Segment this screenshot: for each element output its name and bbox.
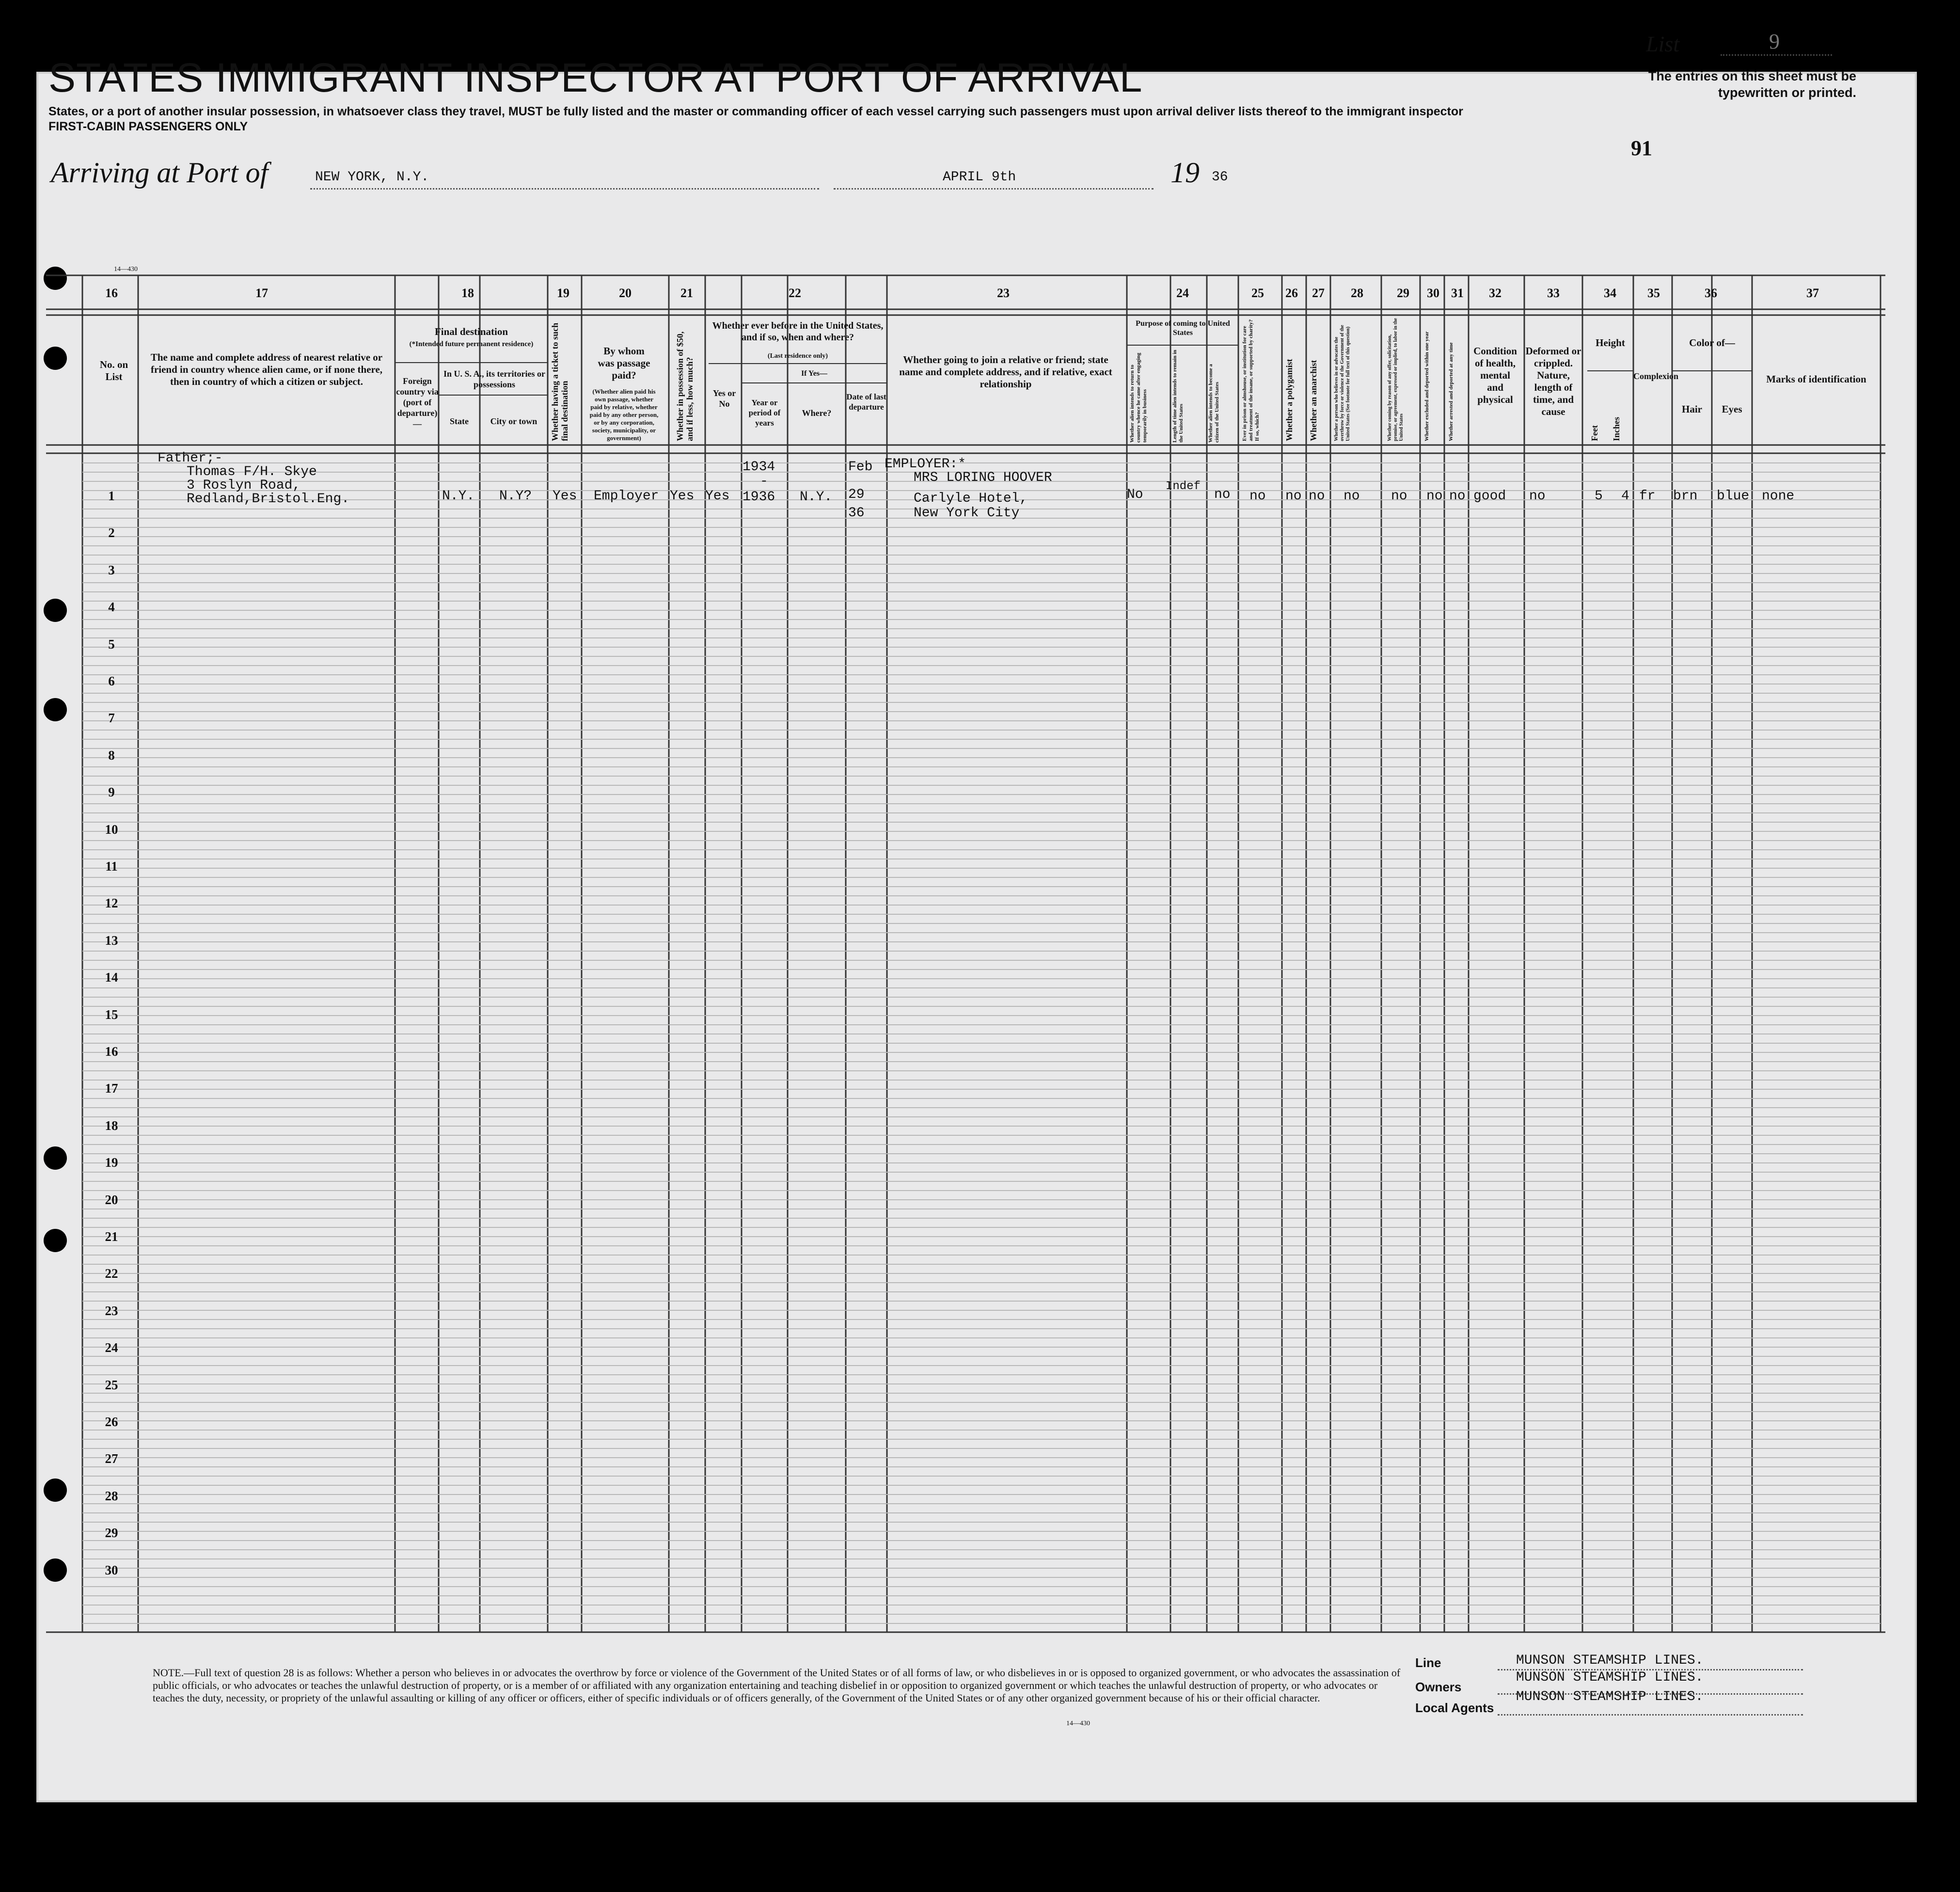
header-state: State (450, 416, 469, 426)
form-code-top: 14—430 (114, 266, 138, 273)
year-line-1: 1934 (743, 460, 775, 475)
row-number: 15 (105, 1007, 118, 1022)
header-if-yes: If Yes— (801, 369, 828, 378)
col-num-29: 29 (1397, 286, 1409, 300)
header-intends-citizen: Whether alien intends to become a citizen of the United States (1208, 364, 1220, 443)
list-label: List (1646, 32, 1680, 56)
citizen-value: no (1214, 487, 1231, 502)
row-number: 24 (105, 1340, 118, 1355)
agents-dots (1498, 1714, 1803, 1716)
relative-line-3: 3 Roslyn Road, (187, 478, 301, 493)
col-num-37: 37 (1806, 286, 1819, 300)
feet-value: 5 (1595, 489, 1603, 504)
header-foreign-country: Foreign country via (port of departure)— (396, 376, 439, 429)
hair-value: brn (1673, 489, 1698, 504)
intro-line: States, or a port of another insular possession, in whatsoever class they travel, MUST be fully listed and the master or commanding officer of each vessel carrying such passengers must upon arrival deliver lists thereof to the immigrant inspector (48, 105, 1463, 118)
inches-value: 4 (1621, 489, 1629, 504)
header-polygamist: Whether a polygamist (1284, 359, 1294, 441)
header-overthrow: Whether a person who believes in or advocates the overthrow by force or violence of the Government of the United States (See footnote for full text of this question) (1334, 325, 1351, 441)
ticket-value: Yes (553, 489, 577, 504)
header-arrested-deported: Whether arrested and deported at any time (1448, 342, 1454, 441)
relative-line-2: Thomas F/H. Skye (187, 464, 317, 479)
q30-value: no (1426, 489, 1443, 504)
length-of-stay-value: Indef (1166, 480, 1201, 493)
header-date-last-departure: Date of last departure (846, 392, 886, 412)
marks-value: none (1762, 489, 1795, 504)
col-num-36: 36 (1705, 286, 1717, 300)
header-marks: Marks of identification (1766, 373, 1866, 385)
row-number: 23 (105, 1303, 118, 1318)
header-final-destination-sub: (*Intended future permanent residence) (409, 340, 534, 348)
col-num-30: 30 (1427, 286, 1439, 300)
header-inches: Inches (1612, 416, 1621, 441)
year-suffix: 36 (1212, 170, 1228, 185)
row-number: 28 (105, 1488, 118, 1503)
col-num-28: 28 (1351, 286, 1363, 300)
col-num-34: 34 (1604, 286, 1616, 300)
return-value: No (1127, 487, 1143, 502)
row-number: 16 (105, 1044, 118, 1059)
row-number: 10 (105, 822, 118, 837)
join-line-1: EMPLOYER:* (885, 457, 966, 472)
col-num-19: 19 (557, 286, 569, 300)
intro-line-first-cabin: FIRST-CABIN PASSENGERS ONLY (48, 120, 248, 133)
page-title: STATES IMMIGRANT INSPECTOR AT PORT OF ARRIVAL (48, 55, 1143, 100)
owners-label: Owners (1415, 1680, 1462, 1694)
header-eyes: Eyes (1722, 403, 1742, 415)
header-labor-offer: Whether coming by reason of any offer, solicitation, promise, or agreement, expressed or implied, to labor in the United States (1387, 318, 1404, 441)
date-value: APRIL 9th (943, 170, 1016, 185)
row-number: 21 (105, 1229, 118, 1244)
before-yes-no: Yes (705, 489, 730, 504)
row-number: 2 (108, 525, 115, 541)
departure-line-3: 36 (848, 506, 865, 521)
row-number: 12 (105, 896, 118, 911)
port-value: NEW YORK, N.Y. (315, 170, 429, 185)
line-value: MUNSON STEAMSHIP LINES. (1516, 1653, 1704, 1668)
arriving-label: Arriving at Port of (51, 157, 269, 189)
departure-line-1: Feb (848, 460, 873, 475)
col-num-26: 26 (1285, 286, 1298, 300)
row-number: 8 (108, 747, 115, 763)
header-ticket: Whether having a ticket to such final destination (550, 322, 569, 441)
q28-value: no (1344, 489, 1360, 504)
header-excluded-deported: Whether excluded and deported within one year (1424, 331, 1430, 441)
header-in-usa: In U. S. A., its territories or possessions (443, 369, 545, 389)
header-where: Where? (802, 408, 832, 418)
relative-line-4: Redland,Bristol.Eng. (187, 492, 350, 507)
list-number: 9 (1769, 30, 1780, 53)
agents-value: MUNSON STEAMSHIP LINES. (1516, 1689, 1704, 1704)
row-number: 19 (105, 1155, 118, 1170)
header-nearest-relative: The name and complete address of nearest relative or friend in country whence alien came, or if none there, then in country of which a citizen or subject. (150, 351, 383, 387)
header-fifty-dollars: Whether in possession of $50, and if less, how much? (675, 331, 695, 441)
header-purpose: Purpose of coming to United States (1136, 319, 1230, 337)
header-health: Condition of health, mental and physical (1473, 345, 1517, 405)
header-passage-paid-sub: (Whether alien paid his own passage, whether paid by relative, whether paid by any other person, or by any corporation, society, municipality, or government) (589, 388, 659, 442)
col-num-20: 20 (619, 286, 632, 300)
col-num-32: 32 (1489, 286, 1502, 300)
col-num-25: 25 (1251, 286, 1264, 300)
dest-city: N.Y? (499, 489, 532, 504)
row-number: 3 (108, 562, 115, 577)
footnote-question-28: NOTE.—Full text of question 28 is as follows: Whether a person who believes in or advocates the overthrow by force or violence of the Government of the United States or of all forms of law, or who disbelieves in or is opposed to organized government, or who advocates the assassination of public officials, or who advocates or teaches the unlawful destruction of property, or is a member of or affiliated with any organization entertaining and teaching disbelief in or opposition to organized government or which teaches the unlawful destruction of property, or who advocates or teaches the duty, necessity, or propriety of the unlawful assaulting or killing of any officer or officers, either of specific individuals or of officers generally, of the Government of the United States or of any other organized government because of his or their official character. (153, 1667, 1401, 1704)
q31-value: no (1449, 489, 1466, 504)
header-intends-return: Whether alien intends to return to country whence he came after engaging temporarily in business (1129, 352, 1148, 443)
relative-line-1: Father;- (158, 451, 223, 466)
join-line-3: Carlyle Hotel, (914, 491, 1028, 506)
row-number: 14 (105, 970, 118, 985)
join-line-2: MRS LORING HOOVER (914, 470, 1052, 485)
header-final-destination: Final destination (434, 326, 508, 337)
row-number: 1 (108, 489, 115, 503)
col-num-21: 21 (680, 286, 693, 300)
line-label: Line (1415, 1655, 1441, 1670)
row-number: 9 (108, 785, 115, 800)
col-num-16: 16 (105, 286, 118, 300)
join-line-4: New York City (914, 506, 1020, 521)
header-prison-almshouse: Ever in prison or almshouse, or institution for care and treatment of the insane, or supported by charity? If so, which? (1242, 319, 1260, 441)
col-num-17: 17 (255, 286, 268, 300)
entries-note: The entries on this sheet must be typewritten or printed. (1648, 69, 1856, 100)
row-number: 26 (105, 1415, 118, 1429)
header-year-period: Year or period of years (748, 398, 781, 428)
departure-line-2: 29 (848, 487, 865, 502)
row-number: 22 (105, 1266, 118, 1281)
col-num-27: 27 (1312, 286, 1325, 300)
row-number: 29 (105, 1526, 118, 1541)
header-hair: Hair (1682, 403, 1702, 415)
year-line-2: - (760, 474, 768, 489)
row-number: 5 (108, 636, 115, 652)
form-code-bottom: 14—430 (1066, 1720, 1090, 1727)
header-joining-relative: Whether going to join a relative or friend; state name and complete address, and if relative, exact relationship (899, 354, 1112, 390)
col-num-31: 31 (1451, 286, 1464, 300)
col-num-35: 35 (1647, 286, 1660, 300)
row-number: 6 (108, 674, 115, 688)
row-number: 17 (105, 1081, 118, 1096)
agents-label: Local Agents (1415, 1701, 1494, 1715)
col-num-22: 22 (789, 286, 801, 300)
header-yes-or-no: Yes or No (712, 388, 736, 409)
header-deformed: Deformed or crippled. Nature, length of time, and cause (1525, 345, 1581, 417)
eyes-value: blue (1717, 489, 1750, 504)
row-number: 7 (108, 711, 115, 726)
row-number: 11 (105, 859, 118, 874)
anarchist-value: no (1309, 489, 1325, 504)
header-city: City or town (490, 416, 537, 426)
deformed-value: no (1529, 489, 1546, 504)
paid-by-value: Employer (594, 489, 659, 504)
header-last-residence: (Last residence only) (767, 352, 828, 360)
complexion-value: fr (1639, 489, 1656, 504)
col-num-18: 18 (461, 286, 474, 300)
row-number: 13 (105, 933, 118, 948)
header-length-of-stay: Length of time alien intends to remain in the United States (1172, 350, 1184, 443)
col-num-24: 24 (1176, 286, 1189, 300)
q29-value: no (1391, 489, 1407, 504)
where-value: N.Y. (800, 490, 833, 505)
row-number: 30 (105, 1562, 118, 1577)
row-number: 27 (105, 1451, 118, 1466)
header-complexion: Complexion (1633, 371, 1679, 381)
owners-value: MUNSON STEAMSHIP LINES. (1516, 1670, 1704, 1685)
header-no-on-list: No. on List (99, 359, 128, 382)
header-feet: Feet (1590, 425, 1599, 441)
prison-value: no (1249, 489, 1266, 504)
dest-state: N.Y. (442, 489, 475, 504)
header-anarchist: Whether an anarchist (1309, 360, 1318, 441)
row-number: 4 (108, 600, 115, 615)
header-passage-paid: By whom was passage paid? (598, 345, 650, 381)
row-number: 18 (105, 1118, 118, 1133)
year-prefix: 19 (1170, 157, 1200, 189)
polygamist-value: no (1285, 489, 1302, 504)
row-number: 20 (105, 1192, 118, 1207)
row-number: 25 (105, 1377, 118, 1392)
money-value: Yes (670, 489, 695, 504)
header-color-of: Color of— (1689, 337, 1735, 349)
health-value: good (1473, 489, 1506, 504)
header-ever-before: Whether ever before in the United States, and if so, when and where? (712, 320, 884, 343)
col-num-23: 23 (997, 286, 1010, 300)
year-line-3: 1936 (743, 490, 775, 505)
header-height: Height (1596, 337, 1625, 349)
sheet-number: 91 (1631, 136, 1652, 160)
col-num-33: 33 (1547, 286, 1560, 300)
